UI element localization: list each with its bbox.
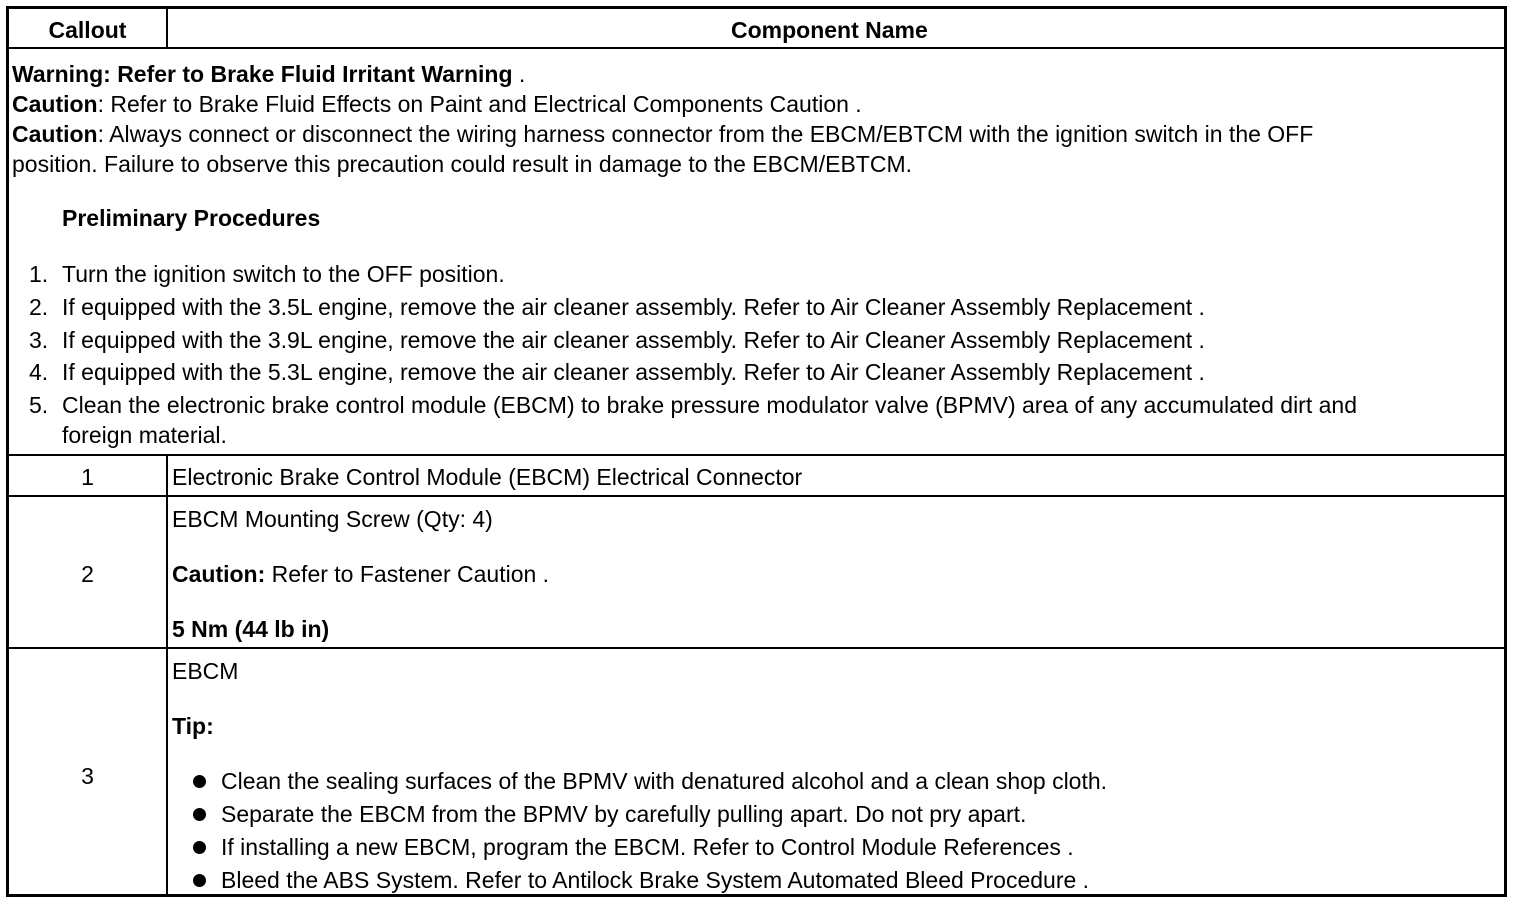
step-number: 5. (29, 392, 49, 418)
caution-note-2 (12, 121, 1313, 148)
step-text: Turn the ignition switch to the OFF position. (62, 261, 505, 287)
step-text: If equipped with the 3.9L engine, remove the air cleaner assembly. Refer to Air Cleaner Assembly Replacement . (62, 327, 1205, 353)
fastener-caution-label: Caution: (172, 561, 266, 587)
row1-bottom-rule (9, 495, 1504, 497)
procedure-table (6, 6, 1507, 897)
caution1-text: : Refer to Brake Fluid Effects on Paint and Electrical Components Caution . (97, 91, 862, 117)
caution2-label: Caution (12, 121, 98, 147)
fastener-caution (172, 561, 549, 588)
callout-1: 1 (81, 464, 94, 490)
step-text-cont: foreign material. (62, 422, 227, 448)
caution-note-1 (12, 91, 862, 118)
column-divider (166, 454, 168, 897)
warning-label: Warning: (12, 61, 111, 87)
header-component-name: Component Name (731, 17, 928, 43)
tip-item: Separate the EBCM from the BPMV by carefully pulling apart. Do not pry apart. (221, 801, 1027, 827)
warning-end: . (518, 61, 526, 87)
warning-text: Refer to Brake Fluid Irritant Warning (117, 61, 513, 87)
bullet-icon (193, 841, 206, 854)
caution-note-2-cont: position. Failure to observe this precaution could result in damage to the EBCM/EBTCM. (12, 151, 912, 177)
step-text: If equipped with the 3.5L engine, remove the air cleaner assembly. Refer to Air Cleaner Assembly Replacement . (62, 294, 1205, 320)
caution1-label: Caution (12, 91, 98, 117)
header-bottom-rule (9, 47, 1504, 49)
callout-3: 3 (81, 763, 94, 789)
bullet-icon (193, 874, 206, 887)
step-number: 3. (29, 327, 49, 353)
tip-item: If installing a new EBCM, program the EBCM. Refer to Control Module References . (221, 834, 1074, 860)
step-number: 2. (29, 294, 49, 320)
fastener-caution-text: Refer to Fastener Caution . (265, 561, 550, 587)
preliminary-title: Preliminary Procedures (62, 205, 321, 231)
caution2-text-line1: : Always connect or disconnect the wiring harness connector from the EBCM/EBTCM with the ignition switch in the OFF (97, 121, 1314, 147)
step-text: If equipped with the 5.3L engine, remove the air cleaner assembly. Refer to Air Cleaner Assembly Replacement . (62, 359, 1205, 385)
step-number: 4. (29, 359, 49, 385)
warning-note (12, 61, 525, 88)
tip-item: Clean the sealing surfaces of the BPMV with denatured alcohol and a clean shop cloth. (221, 768, 1108, 794)
component-name-2: EBCM Mounting Screw (Qty: 4) (172, 506, 493, 532)
callout-2: 2 (81, 561, 94, 587)
header-callout: Callout (48, 17, 127, 43)
component-name-1: Electronic Brake Control Module (EBCM) Electrical Connector (172, 464, 803, 490)
row2-bottom-rule (9, 647, 1504, 649)
tip-item: Bleed the ABS System. Refer to Antilock Brake System Automated Bleed Procedure . (221, 867, 1090, 893)
component-name-3: EBCM (172, 658, 239, 684)
bullet-icon (193, 775, 206, 788)
step-number: 1. (29, 261, 49, 287)
header-divider (166, 9, 168, 48)
step-text: Clean the electronic brake control module (EBCM) to brake pressure modulator valve (BPMV) area of any accumulated dirt and (62, 392, 1357, 418)
tip-label: Tip: (172, 713, 214, 739)
notes-bottom-rule (9, 454, 1504, 456)
bullet-icon (193, 808, 206, 821)
torque-spec: 5 Nm (44 lb in) (172, 616, 330, 642)
